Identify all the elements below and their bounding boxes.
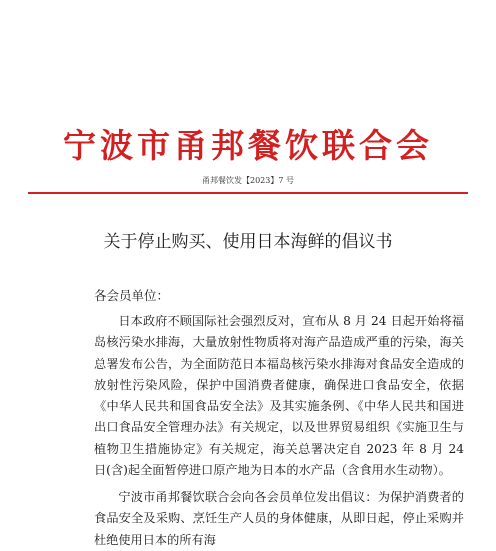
body-paragraph: 宁波市甬邦餐饮联合会向各会员单位发出倡议：为保护消费者的食品安全及采购、烹饪生产人员的身体健康，从即日起，停止采购并杜绝使用日本的所有海: [94, 490, 464, 547]
letterhead-org-name: 宁波市甬邦餐饮联合会: [63, 126, 433, 165]
body-paragraph: 日本政府不顾国际社会强烈反对，宣布从 8 月 24 日起开始将福岛核污染水排海，大量放射性物质将对海产品造成严重的污染，海关总署发布公告，为全面防范日本福岛核污染水排海对食品安全造成的放射性污染风险，保护中国消费者健康，确保进口食品安全，依据《中华人民共和国食品安全法》及其实施条例、《中华人民共和国进出口食品安全管理办法》有关规定，以及世界贸易组织《实施卫生与植物卫生措施协定》有关规定，海关总署决定自 2023 年 8 月 24 日(含)起全面暂停进口原产地为日本的水产品（含食用水生动物）。: [94, 314, 464, 478]
document-number: 甬邦餐饮发【2023】7 号: [202, 176, 294, 185]
document-title: 关于停止购买、使用日本海鲜的倡议书: [103, 232, 393, 252]
letterhead-red-rule: [28, 192, 468, 194]
salutation: 各会员单位：: [94, 288, 170, 303]
